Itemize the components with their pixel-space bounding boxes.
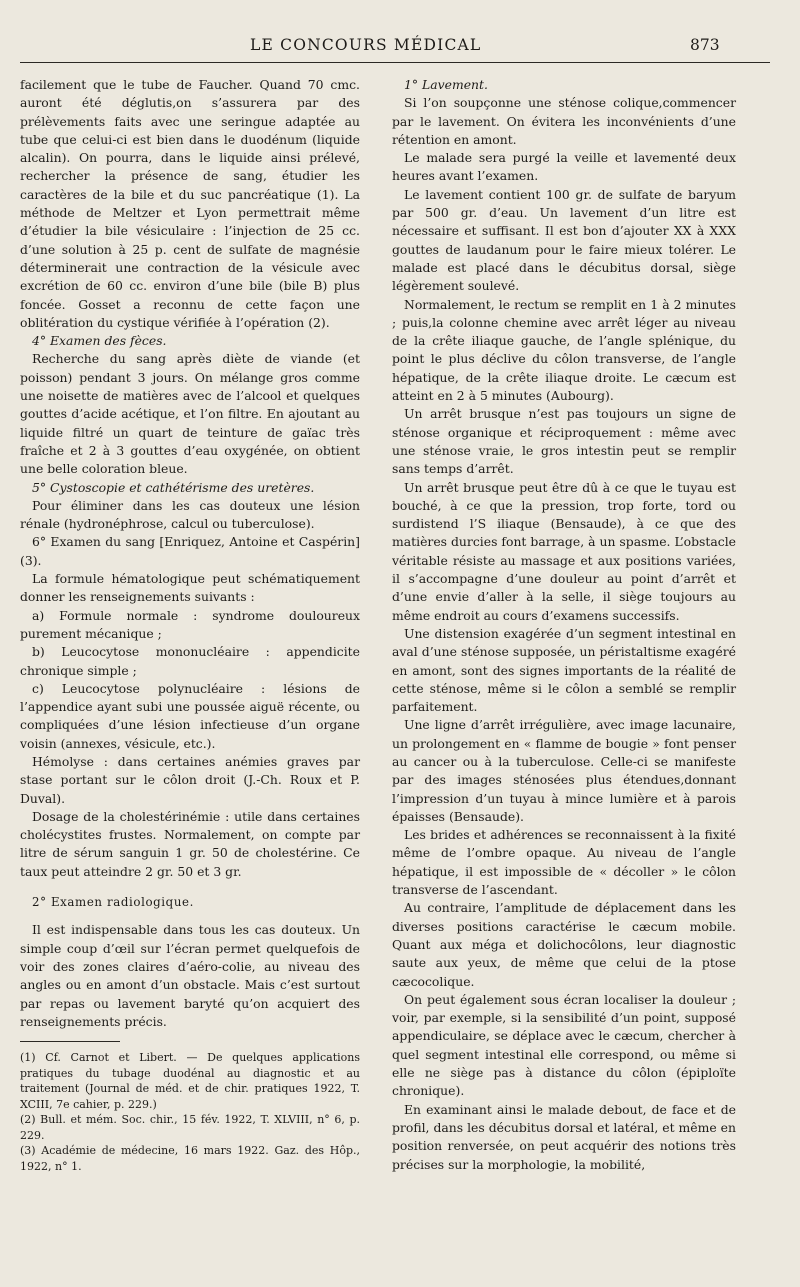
section-heading: 2° Examen radiologique. <box>32 895 194 910</box>
subheading: 5° Cystoscopie et cathétérisme des uretères. <box>32 479 315 495</box>
paragraph: La formule hématologique peut schématiquement donner les renseignements suivants : <box>20 571 360 605</box>
right-column <box>392 76 736 1174</box>
subheading: 6° Examen du sang [Enriquez, Antoine et Caspérin] (3). <box>20 534 360 568</box>
list-item: a) Formule normale : syndrome douloureux purement mécanique ; <box>20 607 360 641</box>
paragraph: On peut également sous écran localiser la douleur ; voir, par exemple, si la sensibilité d’un point, supposé appendiculaire, se déplace avec le cæcum, chercher à quel segment intestinal elle correspond, ou même si elle ne siège pas à distance du côlon (épiploïte chronique). <box>392 991 736 1099</box>
paragraph: Si l’on soupçonne une sténose colique,commencer par le lavement. On évitera les inconvénients d’une rétention en amont. <box>392 95 736 147</box>
paragraph: Un arrêt brusque peut être dû à ce que le tuyau est bouché, à ce que la pression, trop forte, tord ou surdistend l’S iliaque (Bensaude), à ce que des matières durcies font barrage, à un spasme. L’obstacle véritable résiste au massage et aux positions variées, il s’accompagne d’une douleur au point d’arrêt et d’une envie d’aller à la selle, il siège toujours au même endroit au cours d’examens successifs. <box>392 479 736 623</box>
paragraph: Une ligne d’arrêt irrégulière, avec image lacunaire, un prolongement en « flamme de bougie » font penser au cancer ou à la tuberculose. Celle-ci se manifeste par des images sténosées plus étendues,donnant l’impression d’un tuyau à mince lumière et à parois épaisses (Bensaude). <box>392 717 736 824</box>
paragraph: Le lavement contient 100 gr. de sulfate de baryum par 500 gr. d’eau. Un lavement d’un litre est nécessaire et suffisant. Il est bon d’ajouter XX à XXX gouttes de laudanum pour le faire mieux tolérer. Le malade est placé dans le décubitus dorsal, siège légèrement soulevé. <box>392 186 736 294</box>
paragraph: Normalement, le rectum se remplit en 1 à 2 minutes ; puis,la colonne chemine avec arrêt léger au niveau de la crête iliaque gauche, de l’angle splénique, du point le plus déclive du côlon transverse, de l’angle hépatique, de la crête iliaque droite. Le cæcum est atteint en 2 à 5 minutes (Aubourg). <box>392 296 736 404</box>
paragraph: Une distension exagérée d’un segment intestinal en aval d’une sténose supposée, un péristaltisme exagéré en amont, sont des signes importants de la réalité de cette sténose, même si le côlon a semblé se remplir parfaitement. <box>392 625 736 715</box>
journal-title: LE CONCOURS MÉDICAL <box>250 36 482 54</box>
list-item: c) Leucocytose polynucléaire : lésions de l’appendice ayant subi une poussée aiguë récente, ou compliquées d’une lésion infectieuse d’un organe voisin (annexes, vésicule, etc.). <box>20 680 360 751</box>
list-item: b) Leucocytose mononucléaire : appendicite chronique simple ; <box>20 644 360 678</box>
paragraph: Il est indispensable dans tous les cas douteux. Un simple coup d’œil sur l’écran permet quelquefois de voir des zones claires d’aéro-colie, au niveau des angles ou en amont d’un obstacle. Mais c’est surtout par repas ou lavement baryté qu’on acquiert des renseignements précis. <box>20 922 360 1029</box>
paragraph: Dosage de la cholestérinémie : utile dans certaines cholécystites frustes. Normalement, on compte par litre de sérum sanguin 1 gr. 50 de cholestérine. Ce taux peut atteindre 2 gr. 50 et 3 gr. <box>20 808 360 879</box>
footnote-rule <box>20 1041 120 1042</box>
subheading: 4° Examen des fèces. <box>32 333 167 349</box>
footnote: (2) Bull. et mém. Soc. chir., 15 fév. 1922, T. XLVIII, n° 6, p. 229. <box>20 1113 360 1142</box>
left-column <box>20 76 360 1174</box>
footnote: (1) Cf. Carnot et Libert. — De quelques applications pratiques du tubage duodénal au diagnostic et au traitement (Journal de méd. et de chir. pratiques 1922, T. XCIII, 7e cahier, p. 229.) <box>20 1051 360 1111</box>
header-rule <box>20 62 770 63</box>
page-number: 873 <box>690 36 720 54</box>
paragraph: En examinant ainsi le malade debout, de face et de profil, dans les décubitus dorsal et latéral, et même en position renversée, on peut acquérir des notions très précises sur la morphologie, la mobilité, <box>392 1101 736 1172</box>
paragraph: Le malade sera purgé la veille et lavementé deux heures avant l’examen. <box>392 150 736 184</box>
footnote: (3) Académie de médecine, 16 mars 1922. Gaz. des Hôp., 1922, n° 1. <box>20 1144 360 1173</box>
paragraph: Hémolyse : dans certaines anémies graves par stase portant sur le côlon droit (J.-Ch. Roux et P. Duval). <box>20 753 360 806</box>
subheading: 1° Lavement. <box>404 77 488 92</box>
paragraph: Les brides et adhérences se reconnaissent à la fixité même de l’ombre opaque. Au niveau de l’angle hépatique, il est impossible de « décoller » le côlon transverse de l’ascendant. <box>392 827 736 898</box>
paragraph: facilement que le tube de Faucher. Quand 70 cmc. auront été déglutis,on s’assurera par des prélèvements faits avec une seringue adaptée au tube que celui-ci est bien dans le duodénum (liquide alcalin). On pourra, dans le liquide ainsi prélevé, rechercher la présence de sang, étudier les caractères de la bile et du suc pancréatique (1). La méthode de Meltzer et Lyon permettrait même d’étudier la bile vésiculaire : l’injection de 25 cc. d’une solution à 25 p. cent de sulfate de magnésie déterminerait une contraction de la vésicule avec excrétion de 60 cc. environ d’une bile (bile B) plus foncée. Gosset a reconnu de cette façon une oblitération du cystique vérifiée à l’opération (2). <box>20 77 360 330</box>
running-header <box>0 36 800 58</box>
paragraph: Pour éliminer dans les cas douteux une lésion rénale (hydronéphrose, calcul ou tuberculose). <box>20 497 360 532</box>
paragraph: Un arrêt brusque n’est pas toujours un signe de sténose organique et réciproquement : même avec une sténose vraie, le gros intestin peut se remplir sans temps d’arrêt. <box>392 406 736 477</box>
paragraph: Recherche du sang après diète de viande (et poisson) pendant 3 jours. On mélange gros comme une noisette de matières avec de l’alcool et quelques gouttes d’acide acétique, et l’on filtre. En ajoutant au liquide filtré un quart de teinture de gaïac très fraîche et 2 à 3 gouttes d’eau oxygénée, on obtient une belle coloration bleue. <box>20 351 360 477</box>
paragraph: Au contraire, l’amplitude de déplacement dans les diverses positions caractérise le cæcum mobile. Quant aux méga et dolichocôlons, leur diagnostic saute aux yeux, de même que celui de la ptose cæcocolique. <box>392 900 736 989</box>
